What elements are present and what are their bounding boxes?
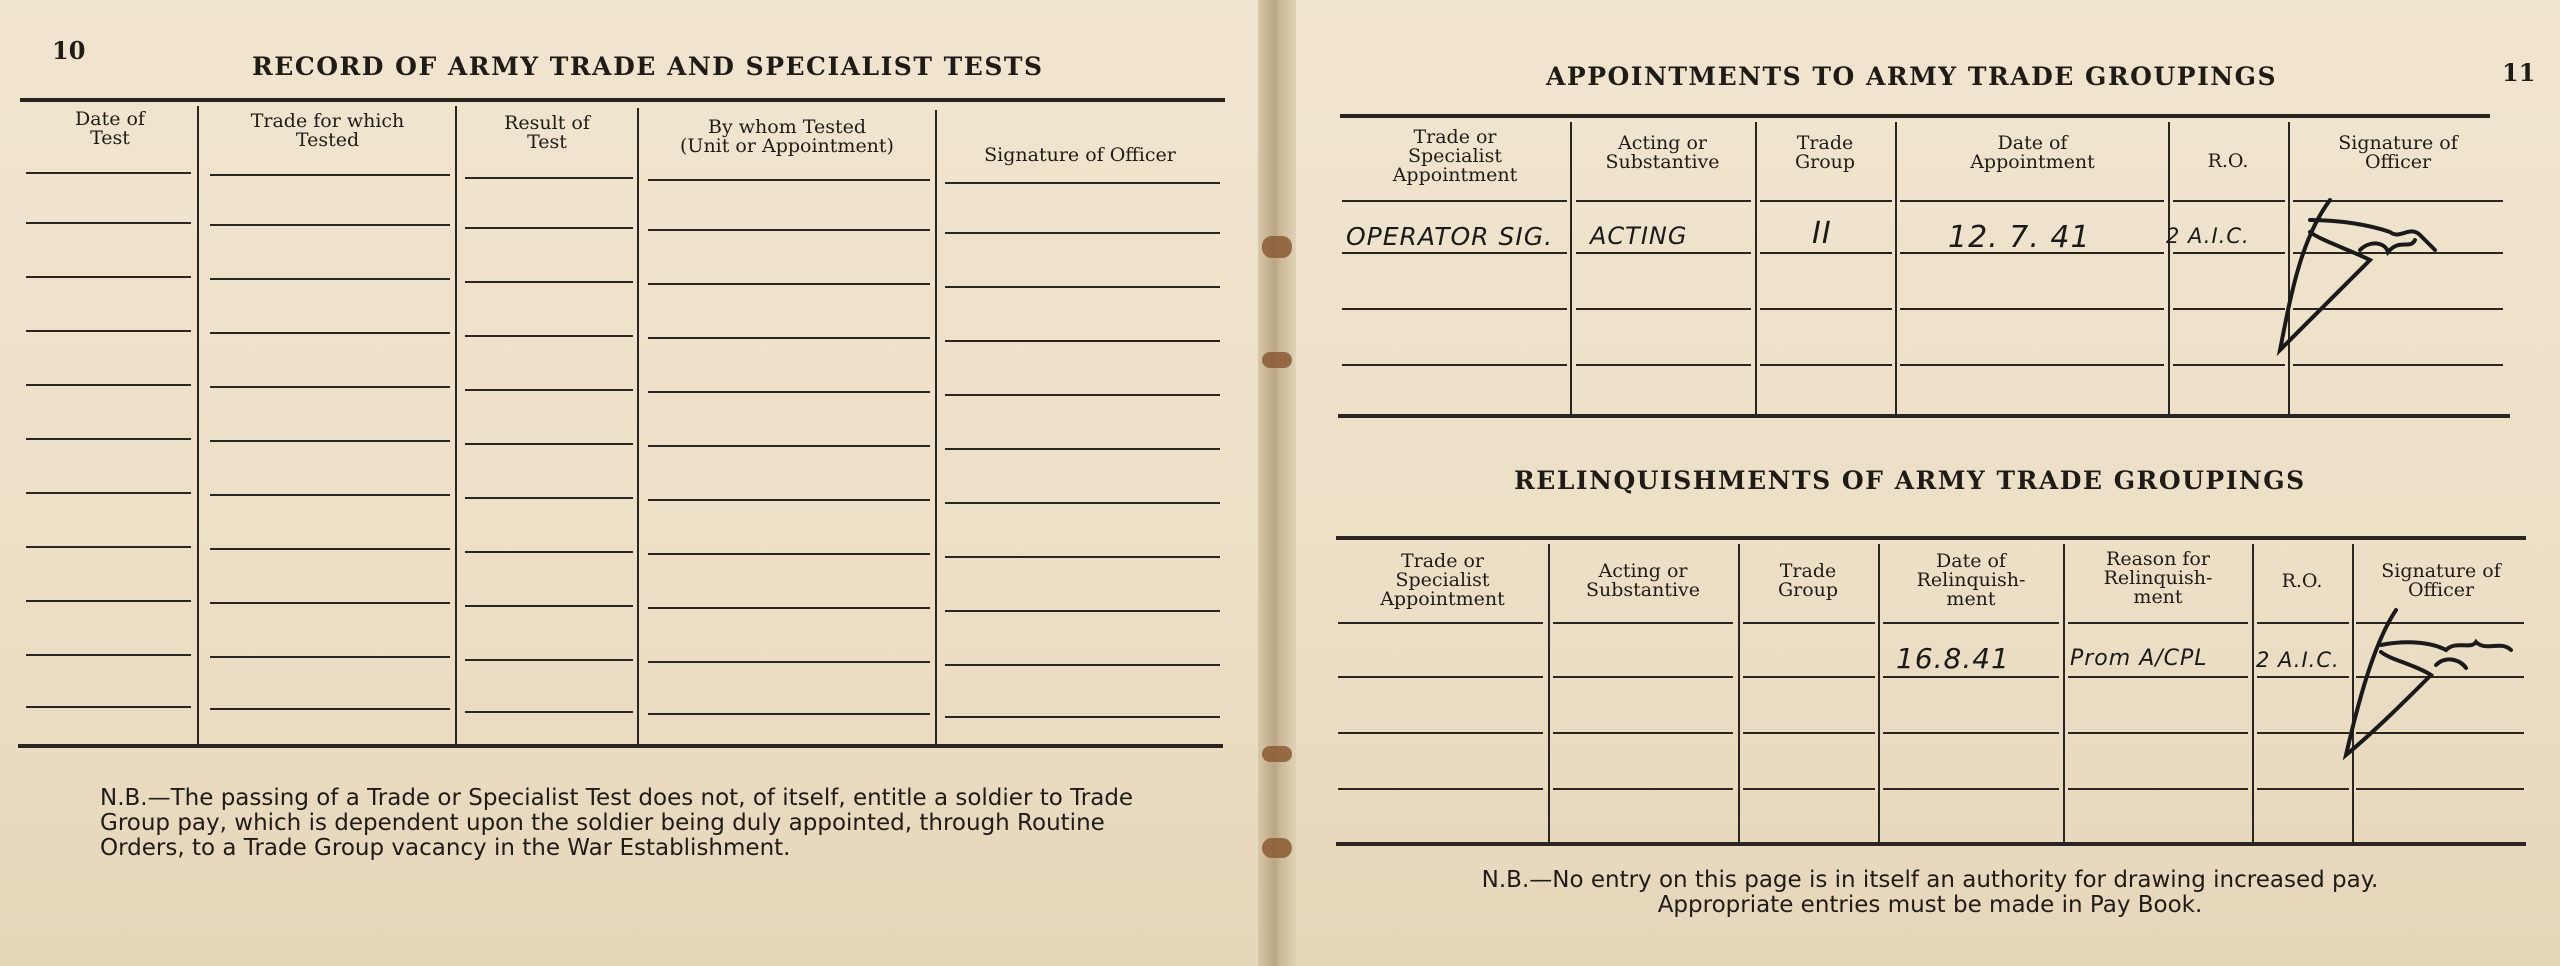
row-rule — [465, 605, 633, 607]
row-rule — [1338, 732, 1543, 734]
appt-trade-entry: OPERATOR SIG. — [1346, 222, 1554, 251]
row-rule — [2356, 788, 2524, 790]
relinquishments-title: RELINQUISHMENTS OF ARMY TRADE GROUPINGS — [1514, 466, 2306, 495]
page-number-right: 11 — [2502, 58, 2536, 87]
row-rule — [210, 332, 450, 334]
row-rule — [1342, 252, 1567, 254]
row-rule — [945, 610, 1220, 612]
appointments-title: APPOINTMENTS TO ARMY TRADE GROUPINGS — [1546, 62, 2278, 91]
row-rule — [1553, 732, 1733, 734]
column-divider — [1738, 544, 1740, 842]
appt-header-ro: R.O. — [2207, 150, 2249, 172]
column-divider — [2168, 122, 2170, 414]
column-divider — [1755, 122, 1757, 414]
appt-header-signature: Signature of Officer — [2338, 132, 2458, 173]
row-rule — [26, 706, 191, 708]
row-rule — [945, 716, 1220, 718]
row-rule — [1743, 732, 1875, 734]
column-divider — [1548, 544, 1550, 842]
appointments-top-rule — [1340, 114, 2490, 118]
row-rule — [1760, 364, 1892, 366]
rel-header-group: Trade Group — [1777, 560, 1839, 601]
rel-header-reason: Reason for Relinquish- ment — [2103, 548, 2213, 608]
book-gutter — [1258, 0, 1296, 966]
rel-header-signature: Signature of Officer — [2381, 560, 2501, 601]
appt-header-date: Date of Appointment — [1970, 132, 2095, 173]
row-rule — [648, 713, 930, 715]
staple — [1262, 746, 1292, 762]
row-rule — [648, 229, 930, 231]
row-rule — [26, 222, 191, 224]
row-rule — [465, 227, 633, 229]
row-rule — [210, 708, 450, 710]
row-rule — [945, 664, 1220, 666]
appt-date-entry: 12. 7. 41 — [1948, 220, 2091, 255]
row-rule — [648, 283, 930, 285]
row-rule — [648, 445, 930, 447]
row-rule — [1342, 200, 1567, 202]
column-divider — [1895, 122, 1897, 414]
appt-ro-entry: 2 A.I.C. — [2166, 224, 2250, 248]
row-rule — [945, 394, 1220, 396]
row-rule — [1342, 308, 1567, 310]
column-header-trade-tested: Trade for which Tested — [250, 110, 405, 151]
row-rule — [1576, 252, 1751, 254]
row-rule — [2068, 676, 2248, 678]
row-rule — [26, 276, 191, 278]
column-header-result: Result of Test — [504, 112, 590, 153]
row-rule — [945, 448, 1220, 450]
row-rule — [465, 497, 633, 499]
rel-reason-entry: Prom A/CPL — [2070, 646, 2208, 671]
appt-acting-entry: ACTING — [1590, 222, 1688, 250]
table-top-rule — [20, 98, 1225, 102]
row-rule — [2068, 788, 2248, 790]
row-rule — [2068, 622, 2248, 624]
rel-header-date: Date of Relinquish- ment — [1916, 550, 2026, 610]
staple — [1262, 236, 1292, 258]
staple — [1262, 352, 1292, 368]
relinquishments-bottom-rule — [1336, 842, 2526, 846]
row-rule — [26, 654, 191, 656]
row-rule — [648, 337, 930, 339]
row-rule — [945, 182, 1220, 184]
row-rule — [465, 335, 633, 337]
appt-officer-signature — [2260, 180, 2440, 370]
row-rule — [210, 386, 450, 388]
row-rule — [210, 656, 450, 658]
row-rule — [210, 440, 450, 442]
row-rule — [210, 224, 450, 226]
row-rule — [945, 502, 1220, 504]
row-rule — [1760, 200, 1892, 202]
row-rule — [1743, 788, 1875, 790]
row-rule — [1553, 676, 1733, 678]
row-rule — [1900, 308, 2164, 310]
column-divider — [2252, 544, 2254, 842]
column-divider — [197, 106, 199, 746]
row-rule — [945, 556, 1220, 558]
column-divider — [935, 110, 937, 746]
appt-group-entry: II — [1812, 216, 1832, 251]
row-rule — [1338, 622, 1543, 624]
row-rule — [210, 278, 450, 280]
appt-header-trade: Trade or Specialist Appointment — [1392, 126, 1518, 186]
appt-header-group: Trade Group — [1794, 132, 1856, 173]
row-rule — [26, 172, 191, 174]
row-rule — [465, 659, 633, 661]
row-rule — [26, 492, 191, 494]
row-rule — [1338, 676, 1543, 678]
row-rule — [1900, 200, 2164, 202]
row-rule — [648, 391, 930, 393]
appt-header-acting: Acting or Substantive — [1605, 132, 1720, 173]
page-number-left: 10 — [52, 36, 86, 65]
column-divider — [455, 106, 457, 746]
rel-officer-signature — [2336, 590, 2526, 770]
row-rule — [26, 546, 191, 548]
column-divider — [637, 108, 639, 746]
row-rule — [465, 177, 633, 179]
column-header-signature: Signature of Officer — [984, 144, 1176, 166]
relinquishments-top-rule — [1336, 536, 2526, 540]
row-rule — [26, 600, 191, 602]
column-header-date-of-test: Date of Test — [75, 108, 145, 149]
row-rule — [1760, 252, 1892, 254]
row-rule — [26, 384, 191, 386]
row-rule — [648, 179, 930, 181]
row-rule — [1338, 788, 1543, 790]
row-rule — [465, 711, 633, 713]
row-rule — [1342, 364, 1567, 366]
rel-header-acting: Acting or Substantive — [1585, 560, 1701, 601]
right-page-note: N.B.—No entry on this page is in itself an authority for drawing increased pay. Appropriate entries must be made in Pay Book. — [1481, 867, 2379, 918]
row-rule — [1553, 788, 1733, 790]
row-rule — [26, 330, 191, 332]
row-rule — [210, 174, 450, 176]
row-rule — [1743, 676, 1875, 678]
rel-date-entry: 16.8.41 — [1896, 642, 2010, 675]
row-rule — [26, 438, 191, 440]
column-divider — [1878, 544, 1880, 842]
row-rule — [648, 661, 930, 663]
rel-header-trade: Trade or Specialist Appointment — [1380, 550, 1505, 610]
column-header-tested-by: By whom Tested (Unit or Appointment) — [680, 116, 894, 157]
row-rule — [1743, 622, 1875, 624]
row-rule — [465, 551, 633, 553]
row-rule — [1576, 308, 1751, 310]
row-rule — [465, 281, 633, 283]
rel-ro-entry: 2 A.I.C. — [2256, 648, 2340, 672]
staple — [1262, 838, 1292, 858]
row-rule — [465, 389, 633, 391]
row-rule — [2257, 788, 2349, 790]
row-rule — [1760, 308, 1892, 310]
row-rule — [945, 232, 1220, 234]
row-rule — [2068, 732, 2248, 734]
column-divider — [2063, 544, 2065, 842]
row-rule — [1883, 622, 2059, 624]
row-rule — [1576, 364, 1751, 366]
row-rule — [1900, 364, 2164, 366]
row-rule — [648, 607, 930, 609]
row-rule — [1883, 676, 2059, 678]
row-rule — [210, 494, 450, 496]
appointments-bottom-rule — [1338, 414, 2510, 418]
column-divider — [1570, 122, 1572, 414]
left-page-title: RECORD OF ARMY TRADE AND SPECIALIST TESTS — [252, 52, 1044, 81]
row-rule — [1576, 200, 1751, 202]
left-page-note: N.B.—The passing of a Trade or Specialist Test does not, of itself, entitle a soldier to Trade Group pay, which is dependent upon the soldier being duly appointed, through Routine Orders, to a Trade Group vacancy in the War Establishment. — [100, 785, 1134, 861]
row-rule — [465, 443, 633, 445]
row-rule — [945, 340, 1220, 342]
row-rule — [648, 499, 930, 501]
row-rule — [945, 286, 1220, 288]
row-rule — [1883, 732, 2059, 734]
row-rule — [210, 602, 450, 604]
rel-header-ro: R.O. — [2281, 570, 2323, 592]
row-rule — [1553, 622, 1733, 624]
row-rule — [210, 548, 450, 550]
row-rule — [1883, 788, 2059, 790]
row-rule — [648, 553, 930, 555]
